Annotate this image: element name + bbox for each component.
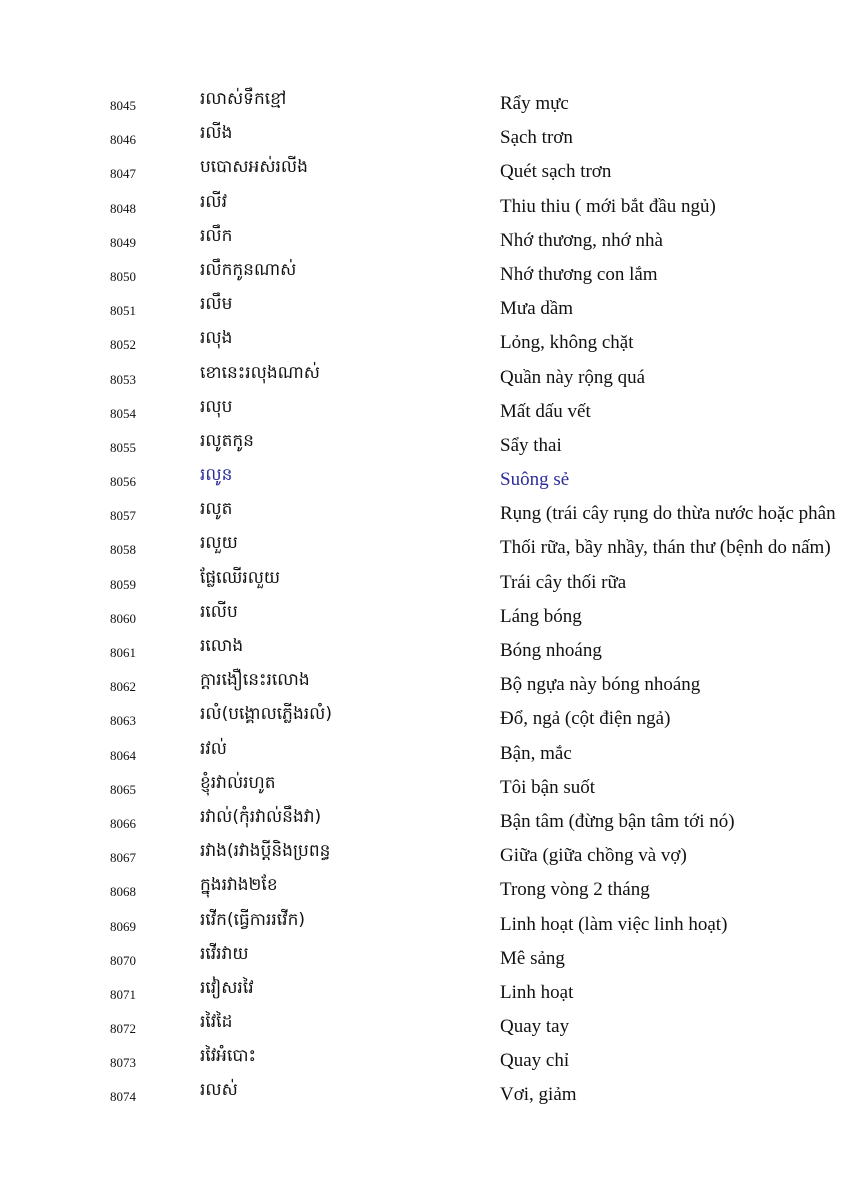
entry-number: 8067: [110, 850, 136, 866]
khmer-term: រវាល់(កុំរវាល់នឹងវា): [200, 806, 322, 827]
entry-row: [0, 736, 848, 770]
vietnamese-translation: Láng bóng: [500, 605, 582, 627]
vietnamese-translation: Suông sẻ: [500, 469, 570, 491]
khmer-term: រលីវ: [200, 191, 227, 212]
vietnamese-translation: Tôi bận suốt: [500, 776, 595, 798]
entry-number: 8046: [110, 132, 136, 148]
khmer-term: រលីង: [200, 123, 233, 144]
entry-row: [0, 257, 848, 291]
entry-row: [0, 462, 848, 496]
entry-number: 8045: [110, 98, 136, 113]
khmer-term: រលូត: [200, 499, 233, 520]
vietnamese-translation: Quần này rộng quá: [500, 366, 646, 388]
entry-number: 8055: [110, 439, 136, 455]
entry-row: [0, 804, 848, 838]
khmer-term: រលូតកូន: [200, 430, 254, 451]
entry-row: [0, 907, 848, 941]
entry-number: 8056: [110, 474, 136, 490]
entry-number: 8057: [110, 508, 136, 524]
khmer-term: រវើក(ធ្វើការរវើក): [200, 909, 305, 930]
entry-number: 8061: [110, 645, 136, 660]
entry-row: [0, 599, 848, 633]
entry-row: [0, 360, 848, 394]
vietnamese-translation: Vơi, giảm: [500, 1084, 577, 1106]
khmer-term: រវើរវាយ: [200, 943, 249, 964]
vietnamese-translation: Sạch trơn: [500, 127, 573, 149]
entry-number: 8050: [110, 268, 136, 284]
vietnamese-translation: Quay chỉ: [500, 1050, 570, 1072]
khmer-term: រលុង: [200, 328, 233, 349]
vietnamese-translation: Rụng (trái cây rụng do thừa nước hoặc phân: [500, 503, 836, 525]
khmer-term: រវាង(រវាងប្ដីនិងប្រពន្ធ: [200, 841, 331, 862]
entry-row: [0, 86, 848, 120]
khmer-term: រលឹម: [200, 294, 233, 315]
entry-number: 8053: [110, 371, 136, 387]
entry-row: [0, 667, 848, 701]
dictionary-page: [0, 86, 848, 1112]
khmer-term: ខ្ញុំរវាល់រហូត: [200, 772, 276, 793]
entry-number: 8066: [110, 815, 136, 831]
entry-row: [0, 223, 848, 257]
khmer-term: រលឹក: [200, 225, 233, 246]
khmer-term: រវៃអំបោះ: [200, 1046, 257, 1067]
entry-row: [0, 941, 848, 975]
khmer-term: ក្តារងឿនេះរលោង: [200, 670, 310, 691]
entry-row: [0, 701, 848, 735]
entry-number: 8073: [110, 1055, 136, 1071]
entry-number: 8063: [110, 713, 136, 729]
khmer-term: រលាស់ទឹកខ្មៅ: [200, 89, 287, 109]
vietnamese-translation: Nhớ thương con lắm: [500, 263, 658, 285]
entry-row: [0, 325, 848, 359]
vietnamese-translation: Thiu thiu ( mới bắt đầu ngủ): [500, 195, 716, 217]
vietnamese-translation: Linh hoạt (làm việc linh hoạt): [500, 913, 728, 935]
entry-number: 8054: [110, 405, 136, 421]
khmer-term: រលឹកកូនណាស់: [200, 259, 297, 280]
entry-number: 8065: [110, 781, 136, 797]
entry-row: [0, 154, 848, 188]
entry-row: [0, 565, 848, 599]
khmer-term: រលុប: [200, 396, 233, 417]
entry-number: 8049: [110, 234, 136, 250]
khmer-term: រវៃដៃ: [200, 1012, 233, 1033]
vietnamese-translation: Bận tâm (đừng bận tâm tới nó): [500, 810, 735, 832]
vietnamese-translation: Bóng nhoáng: [500, 640, 602, 661]
entry-number: 8074: [110, 1089, 136, 1105]
entry-row: [0, 496, 848, 530]
entry-number: 8062: [110, 679, 136, 695]
entry-number: 8051: [110, 303, 136, 319]
vietnamese-translation: Quay tay: [500, 1016, 570, 1038]
entry-number: 8069: [110, 918, 136, 934]
vietnamese-translation: Thối rữa, bầy nhầy, thán thư (bệnh do nấm): [500, 537, 831, 559]
entry-number: 8060: [110, 610, 136, 626]
entry-number: 8070: [110, 952, 136, 968]
entry-row: [0, 394, 848, 428]
entry-number: 8058: [110, 542, 136, 558]
entry-number: 8047: [110, 166, 136, 182]
khmer-term: រវៀសរវៃ: [200, 977, 254, 998]
entry-number: 8059: [110, 576, 136, 592]
vietnamese-translation: Bận, mắc: [500, 742, 572, 764]
vietnamese-translation: Trái cây thối rữa: [500, 571, 627, 593]
vietnamese-translation: Mưa dầm: [500, 298, 574, 320]
vietnamese-translation: Đổ, ngả (cột điện ngả): [500, 708, 671, 730]
khmer-term: បបោសអស់រលីង: [200, 157, 308, 178]
vietnamese-translation: Rẩy mực: [500, 93, 569, 114]
entry-row: [0, 770, 848, 804]
khmer-term: រលូន: [200, 465, 233, 486]
vietnamese-translation: Giữa (giữa chồng và vợ): [500, 845, 687, 867]
entry-number: 8071: [110, 986, 136, 1002]
entry-number: 8052: [110, 337, 136, 353]
khmer-term: រលើប: [200, 601, 238, 622]
vietnamese-translation: Sẩy thai: [500, 434, 562, 456]
entry-row: [0, 428, 848, 462]
vietnamese-translation: Quét sạch trơn: [500, 161, 612, 183]
khmer-term: រវល់: [200, 738, 227, 759]
entry-number: 8072: [110, 1021, 136, 1037]
entry-number: 8064: [110, 747, 136, 763]
khmer-term: ក្នុងរវាង២ខែ: [200, 875, 278, 896]
entry-row: [0, 189, 848, 223]
entry-row: [0, 291, 848, 325]
entry-row: [0, 530, 848, 564]
entry-row: [0, 120, 848, 154]
entry-row: [0, 1043, 848, 1077]
vietnamese-translation: Linh hoạt: [500, 981, 574, 1003]
entry-row: [0, 872, 848, 906]
vietnamese-translation: Nhớ thương, nhớ nhà: [500, 229, 663, 251]
entry-number: 8068: [110, 884, 136, 900]
entry-row: [0, 1077, 848, 1111]
entry-row: [0, 1009, 848, 1043]
vietnamese-translation: Bộ ngựa này bóng nhoáng: [500, 674, 701, 696]
vietnamese-translation: Trong vòng 2 tháng: [500, 879, 650, 901]
vietnamese-translation: Mất dấu vết: [500, 400, 591, 422]
khmer-term: រលស់: [200, 1080, 238, 1101]
khmer-term: រលំ(បង្គោលភ្លើងរលំ): [200, 704, 332, 725]
vietnamese-translation: Lỏng, không chặt: [500, 332, 634, 354]
entry-row: [0, 975, 848, 1009]
khmer-term: ផ្លែឈើរលួយ: [200, 567, 281, 588]
entry-row: [0, 838, 848, 872]
khmer-term: រលោង: [200, 636, 244, 656]
khmer-term: ខោនេះរលុងណាស់: [200, 362, 320, 383]
entry-number: 8048: [110, 200, 136, 216]
vietnamese-translation: Mê sảng: [500, 947, 565, 969]
entry-row: [0, 633, 848, 667]
khmer-term: រលួយ: [200, 533, 238, 554]
